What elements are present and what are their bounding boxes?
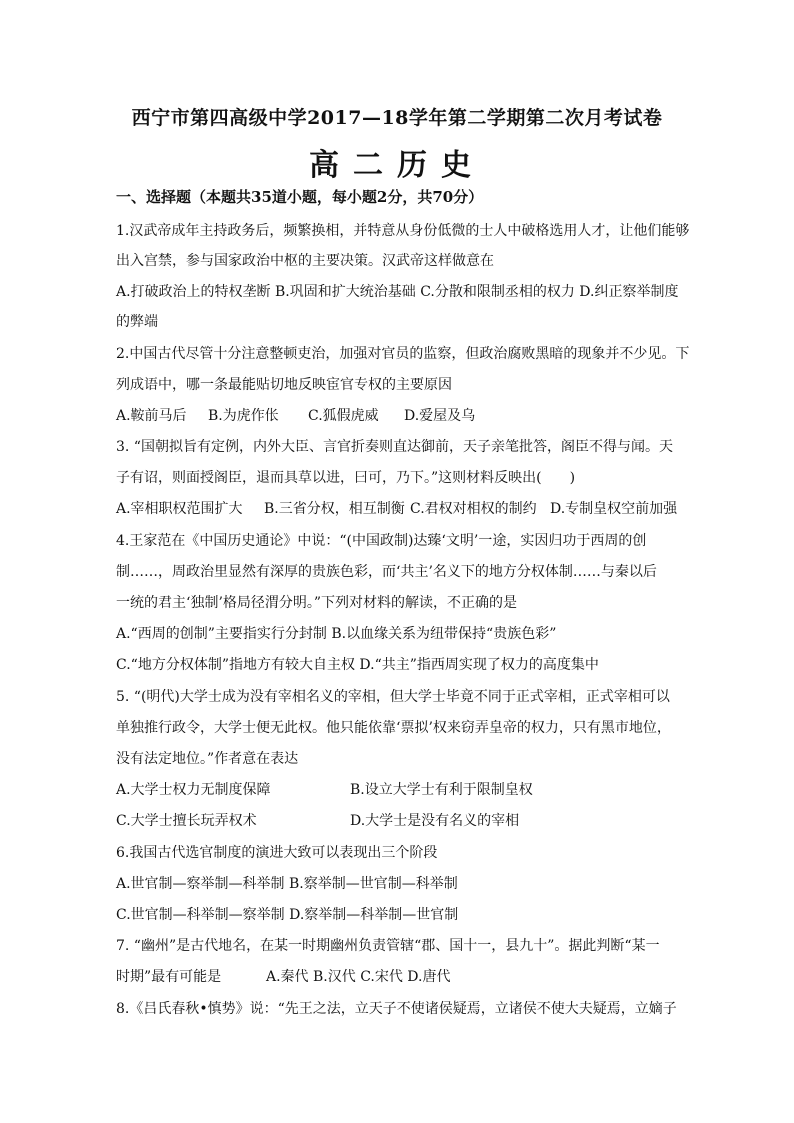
q3-option-b: B.三省分权，相互制衡 — [264, 501, 405, 517]
q2-option-a: A.鞍前马后 — [116, 408, 187, 424]
q7-line1: 7. “幽州”是古代地名，在某一时期幽州负责管辖“郡、国十一，县九十”。据此判断“某一 — [116, 938, 660, 954]
q6-options-line1: A.世官制—察举制—科举制 B.察举制—世官制—科举制 — [116, 876, 458, 892]
q5-option-a: A.大学士权力无制度保障 — [116, 782, 271, 798]
q4-options-line1: A.“西周的创制”主要指实行分封制 B.以血缘关系为纽带保持“贵族色彩” — [116, 626, 557, 642]
q5-option-c: C.大学士擅长玩弄权术 — [116, 813, 257, 829]
q5-line3: 没有法定地位。”作者意在表达 — [116, 751, 299, 767]
q5-line2: 单独推行政令，大学士便无此权。他只能依靠‘票拟’权来窃弄皇帝的权力，只有黑市地位， — [116, 720, 671, 736]
q8-line1: 8.《吕氏春秋•慎势》说：“先王之法，立天子不使诸侯疑焉，立诸侯不使大夫疑焉，立嫡子 — [116, 1001, 677, 1017]
q5-line1: 5. “(明代)大学士成为没有宰相名义的宰相，但大学士毕竟不同于正式宰相，正式宰相可以 — [116, 689, 670, 705]
exam-title: 西宁市第四高级中学2017—18学年第二学期第二次月考试卷 — [131, 107, 663, 129]
q1-options-line1: A.打破政治上的特权垄断 B.巩固和扩大统治基础 C.分散和限制丞相的权力 D.纠正察举制度 — [116, 284, 679, 300]
q3-option-c: C.君权对相权的制约 — [410, 501, 537, 517]
q5-option-d: D.大学士是没有名义的宰相 — [350, 813, 520, 829]
q3-option-d: D.专制皇权空前加强 — [550, 501, 678, 517]
q2-option-d: D.爱屋及乌 — [404, 408, 476, 424]
q2-line2: 列成语中，哪一条最能贴切地反映宦官专权的主要原因 — [116, 377, 452, 393]
q3-option-a: A.宰相职权范围扩大 — [116, 501, 243, 517]
q6-options-line2: C.世官制—科举制—察举制 D.察举制—科举制—世官制 — [116, 907, 459, 923]
q4-line1: 4.王家范在《中国历史通论》中说：“(中国政制)达臻‘文明’一途，实因归功于西周的创 — [116, 533, 647, 549]
q4-options-line2: C.“地方分权体制”指地方有较大自主权 D.“共主”指西周实现了权力的高度集中 — [116, 657, 599, 673]
q2-option-c: C.狐假虎威 — [308, 408, 379, 424]
q2-line1: 2.中国古代尽管十分注意整顿吏治，加强对官员的监察，但政治腐败黑暗的现象并不少见。下 — [116, 346, 690, 362]
subject-title: 高二历史 — [309, 148, 485, 183]
section-heading: 一、选择题（本题共35道小题，每小题2分，共70分） — [116, 188, 484, 206]
q3-line2: 子有诏，则面授阁臣，退而具草以进，曰可，乃下。”这则材料反映出( ) — [116, 470, 576, 486]
q7-line2-text: 时期”最有可能是 — [116, 969, 222, 985]
q1-options-line2: 的弊端 — [116, 314, 158, 330]
q1-line2: 出入宫禁，参与国家政治中枢的主要决策。汉武帝这样做意在 — [116, 253, 494, 269]
q2-option-b: B.为虎作伥 — [208, 408, 279, 424]
q4-line3: 一统的君主‘独制’格局径渭分明。”下列对材料的解读，不正确的是 — [116, 595, 518, 611]
q1-line1: 1.汉武帝成年主持政务后，频繁换相，并特意从身份低微的士人中破格选用人才，让他们能够 — [116, 223, 690, 239]
q7-line2-options: A.秦代 B.汉代 C.宋代 D.唐代 — [266, 969, 451, 985]
q3-line1: 3. “国朝拟旨有定例，内外大臣、言官折奏则直达御前，天子亲笔批答，阁臣不得与闻。天 — [116, 439, 673, 455]
q6-line1: 6.我国古代选官制度的演进大致可以表现出三个阶段 — [116, 845, 438, 861]
q4-line2: 制……，周政治里显然有深厚的贵族色彩，而‘共主’名义下的地方分权体制……与秦以后 — [116, 564, 657, 580]
q5-option-b: B.设立大学士有利于限制皇权 — [350, 782, 533, 798]
